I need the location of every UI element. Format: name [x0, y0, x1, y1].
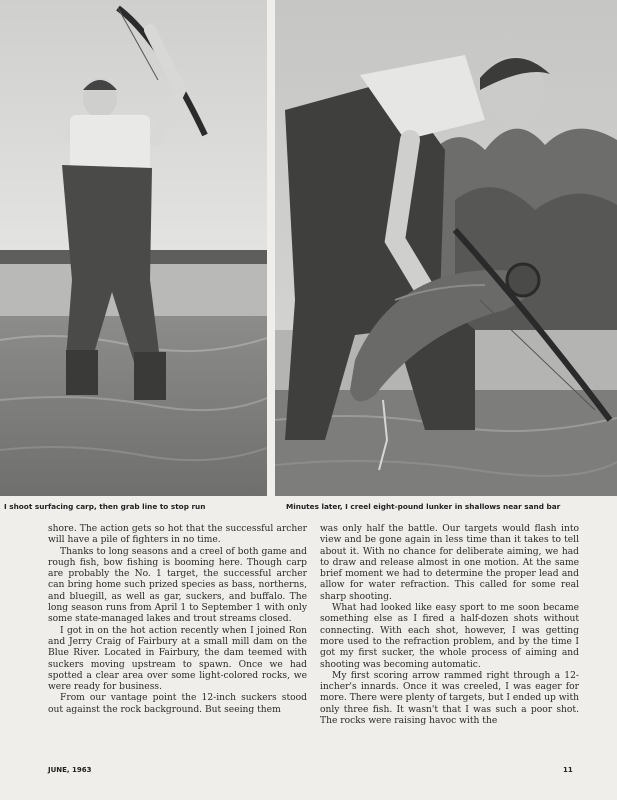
- archer-photo-illustration: [0, 0, 267, 496]
- footer-page-number: 11: [563, 766, 573, 774]
- photo-caption-left: I shoot surfacing carp, then grab line to stop run: [4, 502, 206, 511]
- paragraph: My first scoring arrow rammed right through a 12-incher's innards. Once it was creeled, I was eager for more. There were plenty of targets, but I ended up with only three fish. It wasn't that I was such a poor shot. The rocks were raising havoc with the: [320, 670, 579, 727]
- paragraph: Thanks to long seasons and a creel of both game and rough fish, bow fishing is booming here. Though carp are probably the No. 1 target, the successful archer can bring home such prized species as bass, northerns, and bluegill, as well as gar, suckers, and buffalo. The long season runs from April 1 to September 1 with only some state-managed lakes and trout streams closed.: [48, 546, 307, 625]
- photo-angler-with-carp: [275, 0, 617, 496]
- paragraph: From our vantage point the 12-inch suckers stood out against the rock background. But seeing them: [48, 693, 307, 715]
- paragraph: shore. The action gets so hot that the successful archer will have a pile of fighters in no time.: [48, 524, 307, 546]
- paragraph: What had looked like easy sport to me soon became something else as I fired a half-dozen shots without connecting. With each shot, however, I was getting more used to the refraction problem, and by the time I got my first sucker, the whole process of aiming and shooting was becoming automatic.: [320, 603, 579, 670]
- photo-archer-raising-bow: [0, 0, 267, 496]
- photo-caption-right: Minutes later, I creel eight-pound lunker in shallows near sand bar: [286, 502, 561, 511]
- footer-issue-date: JUNE, 1963: [48, 766, 92, 774]
- paragraph: I got in on the hot action recently when I joined Ron and Jerry Craig of Fairbury at a small mill dam on the Blue River. Located in Fairbury, the dam teemed with suckers moving upstream to spawn. Once we had spotted a clear area over some light-colored rocks, we were ready for business.: [48, 625, 307, 693]
- article-column-left: [48, 524, 307, 716]
- paragraph: was only half the battle. Our targets would flash into view and be gone again in less time than it takes to tell about it. With no chance for deliberate aiming, we had to draw and release almost in one motion. At the same brief moment we had to determine the proper lead and allow for water refraction. This called for some real sharp shooting.: [320, 524, 579, 602]
- carp-photo-illustration: [275, 0, 617, 496]
- article-column-right: [320, 524, 579, 727]
